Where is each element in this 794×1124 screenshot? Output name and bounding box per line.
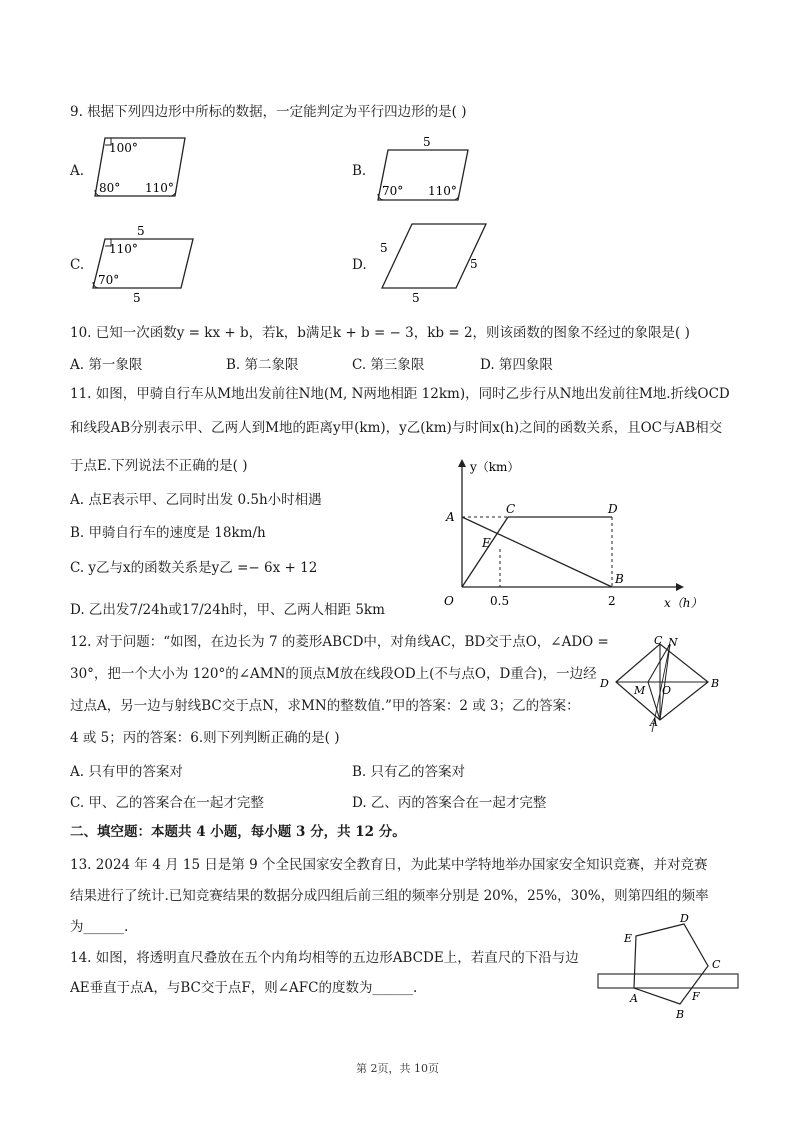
q14-label-a: A — [630, 992, 638, 1005]
q12-label-d: D — [600, 677, 609, 690]
q12-option-d: D. 乙、丙的答案合在一起才完整 — [352, 795, 547, 811]
q11-tick-0-5: 0.5 — [490, 594, 510, 608]
q12-line-3: 过点A，另一边与射线BC交于点N，求MN的整数值.”甲的答案：2 或 3；乙的答案： — [70, 698, 580, 714]
q11-option-a: A. 点E表示甲、乙同时出发 0.5h小时相遇 — [70, 492, 322, 508]
q12-figure — [598, 632, 732, 732]
q11-point-a: A — [446, 510, 455, 524]
q9-c-side-top: 5 — [137, 224, 145, 238]
q12-option-b: B. 只有乙的答案对 — [352, 764, 466, 780]
q11-tick-2: 2 — [608, 594, 616, 608]
q10-option-a: A. 第一象限 — [70, 357, 143, 373]
q13-line-2: 结果进行了统计.已知竞赛结果的数据分成四组后前三组的频率分别是 20%，25%，30%，则第四组的频率 — [70, 888, 709, 904]
q12-label-o: O — [662, 684, 672, 697]
q12-label-a: A — [650, 716, 658, 729]
q9-a-angle-2: 80° — [99, 181, 121, 195]
q14-label-f: F — [692, 990, 700, 1003]
q11-point-d: D — [608, 502, 618, 516]
q10-stem: 10. 已知一次函数y = kx + b，若k，b满足k + b = − 3，kb = 2，则该函数的图象不经过的象限是( ) — [70, 325, 690, 341]
q9-c-angle-2: 70° — [98, 273, 120, 287]
q9-option-a-letter: A. — [70, 163, 85, 179]
q12-label-b: B — [711, 677, 720, 690]
q11-line-2: 和线段AB分别表示甲、乙两人到M地的距离y甲(km)，y乙(km)与时间x(h)之间的函数关系，且OC与AB相交 — [70, 420, 723, 436]
q12-option-a: A. 只有甲的答案对 — [70, 764, 183, 780]
q9-option-c-letter: C. — [70, 257, 85, 273]
q9-figure-d — [372, 218, 492, 306]
q9-c-side-bottom: 5 — [133, 291, 141, 304]
q12-label-m: M — [634, 684, 646, 697]
q13-line-1: 13. 2024 年 4 月 15 日是第 9 个全民国家安全教育日，为此某中学特地举办国家安全知识竞赛，并对竞赛 — [70, 857, 708, 873]
q11-point-b: B — [615, 572, 624, 586]
q14-label-e: E — [624, 932, 633, 945]
q14-figure — [594, 906, 744, 1022]
q11-point-c: C — [506, 502, 516, 516]
q11-line-3: 于点E.下列说法不正确的是( ) — [70, 458, 248, 474]
q11-option-c: C. y乙与x的函数关系是y乙 =− 6x + 12 — [70, 560, 318, 576]
q13-line-3: 为______. — [70, 919, 129, 935]
q9-figure-c — [85, 222, 200, 304]
q11-point-e: E — [482, 536, 491, 550]
q9-d-side-left: 5 — [380, 241, 388, 255]
q14-label-b: B — [676, 1008, 685, 1021]
q9-c-angle-1: 110° — [109, 242, 138, 256]
q14-line-1: 14. 如图，将透明直尺叠放在五个内角均相等的五边形ABCDE上，若直尺的下沿与边 — [70, 950, 579, 966]
q11-origin-label: O — [444, 594, 454, 608]
q12-line-4: 4 或 5；丙的答案：6.则下列判断正确的是( ) — [70, 730, 340, 746]
q14-label-d: D — [680, 912, 689, 925]
q9-b-angle-2: 110° — [428, 184, 457, 198]
q12-label-c: C — [654, 634, 663, 647]
q9-b-side: 5 — [423, 135, 431, 149]
q9-figure-b — [368, 132, 478, 204]
q10-option-b: B. 第二象限 — [226, 357, 299, 373]
q11-x-axis-label: x（h） — [664, 596, 702, 610]
q12-line-2: 30°，把一个大小为 120°的∠AMN的顶点M放在线段OD上(不与点O，D重合)，一边经 — [70, 666, 597, 682]
q9-option-d-letter: D. — [352, 257, 367, 273]
q14-line-2: AE垂直于点A，与BC交于点F，则∠AFC的度数为______. — [70, 980, 418, 996]
q11-line-1: 11. 如图，甲骑自行车从M地出发前往N地(M, N两地相距 12km)，同时乙步行从N地出发前往M地.折线OCD — [70, 386, 730, 402]
q9-stem: 9. 根据下列四边形中所标的数据，一定能判定为平行四边形的是( ) — [70, 104, 467, 120]
q11-y-axis-label: y（km） — [470, 460, 520, 474]
q9-b-angle-1: 70° — [382, 184, 404, 198]
q9-d-side-right: 5 — [470, 257, 478, 271]
q12-line-1: 12. 对于问题：“如图，在边长为 7 的菱形ABCD中，对角线AC，BD交于点O，∠ADO = — [70, 634, 609, 650]
q9-a-angle-1: 100° — [109, 141, 138, 155]
page-footer: 第 2页，共 10页 — [356, 1062, 439, 1075]
q10-option-c: C. 第三象限 — [352, 357, 425, 373]
q10-option-d: D. 第四象限 — [480, 357, 553, 373]
q9-d-side-bottom: 5 — [412, 291, 420, 305]
q9-figure-a — [85, 132, 195, 202]
q14-label-c: C — [712, 958, 721, 971]
q11-option-d: D. 乙出发7/24h或17/24h时，甲、乙两人相距 5km — [70, 602, 385, 618]
q9-a-angle-3: 110° — [145, 181, 174, 195]
q12-option-c: C. 甲、乙的答案合在一起才完整 — [70, 795, 264, 811]
q12-label-n: N — [668, 636, 678, 649]
q11-graph — [432, 455, 702, 615]
q9-option-b-letter: B. — [352, 163, 367, 179]
section-2-heading: 二、填空题：本题共 4 小题，每小题 3 分，共 12 分。 — [70, 824, 406, 840]
q11-option-b: B. 甲骑自行车的速度是 18km/h — [70, 525, 266, 541]
